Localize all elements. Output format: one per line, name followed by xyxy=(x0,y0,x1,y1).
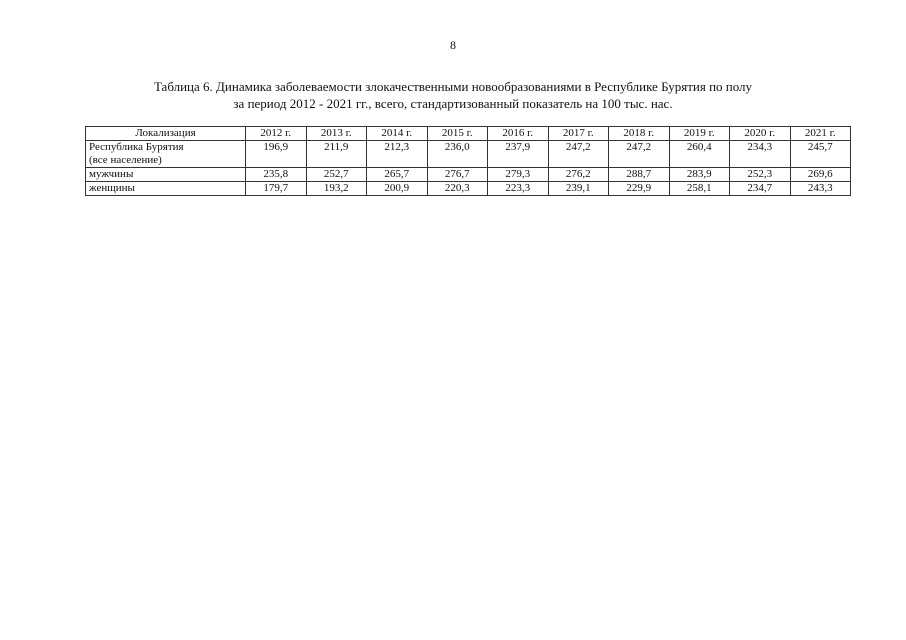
row-label-line: (все население) xyxy=(89,154,162,166)
table-cell: 200,9 xyxy=(367,182,428,196)
table-cell: 237,9 xyxy=(488,141,549,168)
table-cell: 223,3 xyxy=(488,182,549,196)
header-year: 2012 г. xyxy=(246,127,307,141)
table-cell: 247,2 xyxy=(609,141,670,168)
header-year: 2013 г. xyxy=(306,127,367,141)
row-label: мужчины xyxy=(86,168,246,182)
header-year: 2017 г. xyxy=(548,127,609,141)
caption-line-1: Таблица 6. Динамика заболеваемости злокачественными новообразованиями в Республике Бурятия по полу xyxy=(153,79,753,94)
table-cell: 239,1 xyxy=(548,182,609,196)
table-cell: 279,3 xyxy=(488,168,549,182)
header-year: 2018 г. xyxy=(609,127,670,141)
header-year: 2014 г. xyxy=(367,127,428,141)
table-cell: 265,7 xyxy=(367,168,428,182)
table-cell: 211,9 xyxy=(306,141,367,168)
row-label-line: Республика Бурятия xyxy=(89,141,184,153)
table-cell: 236,0 xyxy=(427,141,488,168)
table-cell: 252,7 xyxy=(306,168,367,182)
table-cell: 283,9 xyxy=(669,168,730,182)
table-cell: 234,3 xyxy=(730,141,791,168)
table-cell: 269,6 xyxy=(790,168,851,182)
table-cell: 193,2 xyxy=(306,182,367,196)
table-row xyxy=(86,168,851,182)
table-cell: 288,7 xyxy=(609,168,670,182)
table-cell: 229,9 xyxy=(609,182,670,196)
table-cell: 179,7 xyxy=(246,182,307,196)
table-cell: 243,3 xyxy=(790,182,851,196)
caption-line-2: за период 2012 - 2021 гг., всего, стандартизованный показатель на 100 тыс. нас. xyxy=(233,96,673,111)
table-cell: 247,2 xyxy=(548,141,609,168)
row-label: женщины xyxy=(86,182,246,196)
row-label xyxy=(86,141,246,168)
header-year: 2021 г. xyxy=(790,127,851,141)
table-cell: 260,4 xyxy=(669,141,730,168)
table-cell: 252,3 xyxy=(730,168,791,182)
table-cell: 212,3 xyxy=(367,141,428,168)
table-row xyxy=(86,182,851,196)
incidence-table xyxy=(85,126,851,196)
page-number: 8 xyxy=(450,38,456,52)
table-caption xyxy=(60,78,846,112)
table-cell: 234,7 xyxy=(730,182,791,196)
table-cell: 276,7 xyxy=(427,168,488,182)
header-location: Локализация xyxy=(86,127,246,141)
table-cell: 220,3 xyxy=(427,182,488,196)
table-cell: 235,8 xyxy=(246,168,307,182)
header-year: 2015 г. xyxy=(427,127,488,141)
table-cell: 245,7 xyxy=(790,141,851,168)
table-cell: 196,9 xyxy=(246,141,307,168)
header-year: 2019 г. xyxy=(669,127,730,141)
table-cell: 258,1 xyxy=(669,182,730,196)
header-year: 2020 г. xyxy=(730,127,791,141)
table-cell: 276,2 xyxy=(548,168,609,182)
table-header-row xyxy=(86,127,851,141)
table-row xyxy=(86,141,851,168)
header-year: 2016 г. xyxy=(488,127,549,141)
